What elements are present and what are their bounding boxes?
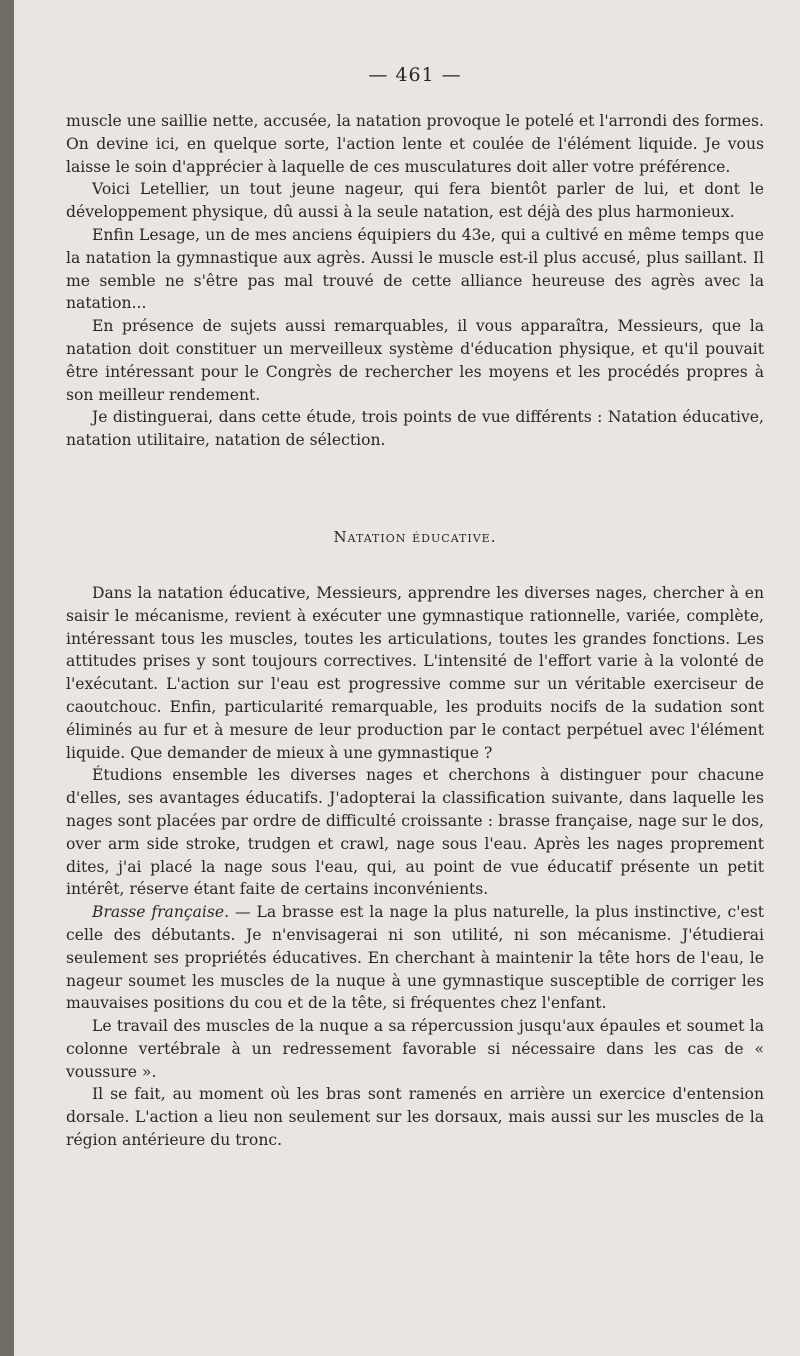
paragraph: muscle une saillie nette, accusée, la natation provoque le potelé et l'arrondi des formes. On devine ici, en quelque sorte, l'action lente et coulée de l'élément liquide. Je vous laisse le soin d'apprécier à laquelle de ces musculatures doit aller votre préférence. [66,112,764,176]
paragraph: En présence de sujets aussi remarquables, il vous apparaîtra, Messieurs, que la natation doit constituer un merveilleux système d'éducation physique, et qu'il pouvait être intéressant pour le Congrès de rechercher les moyens et les procédés propres à son meilleur rendement. [66,317,764,404]
paragraph: Je distinguerai, dans cette étude, trois points de vue différents : Natation éducative, natation utilitaire, natation de sélection. [66,408,764,450]
page-number: — 461 — [368,64,462,86]
paragraph: Enfin Lesage, un de mes anciens équipiers du 43e, qui a cultivé en même temps que la natation la gymnastique aux agrès. Aussi le muscle est-il plus accusé, plus saillant. Il me semble ne s'être pas mal trouvé de cette alliance heureuse des agrès avec la natation... [66,225,764,313]
paragraph: Le travail des muscles de la nuque a sa répercussion jusqu'aux épaules et soumet la colonne vertébrale à un redressement favorable si nécessaire dans les cas de « voussure ». [66,1017,764,1081]
paragraph: Voici Letellier, un tout jeune nageur, qui fera bientôt parler de lui, et dont le développement physique, dû aussi à la seule natation, est déjà des plus harmonieux. [66,180,764,222]
section-text [66,582,764,1152]
paragraph-brasse [66,901,764,1015]
brasse-lead: Brasse française. [92,903,230,922]
book-page [14,0,800,1356]
paragraph: Il se fait, au moment où les bras sont ramenés en arrière un exercice d'entension dorsale. L'action a lieu non seulement sur les dorsaux, mais aussi sur les muscles de la région antérieure du tronc. [66,1085,764,1150]
section-heading: Natation éducative. [333,527,497,546]
paragraph: Étudions ensemble les diverses nages et cherchons à distinguer pour chacune d'elles, ses avantages éducatifs. J'adopterai la classification suivante, dans laquelle les nages sont placées par ordre de difficulté croissante : brasse française, nage sur le dos, over arm side stroke, trudgen et crawl, nage sous l'eau. Après les nages proprement dites, j'ai placé la nage sous l'eau, qui, au point de vue éducatif présente un petit intérêt, réserve étant faite de certains inconvénients. [66,766,764,899]
paragraph: Dans la natation éducative, Messieurs, apprendre les diverses nages, chercher à en saisir le mécanisme, revient à exécuter une gymnastique rationnelle, variée, complète, intéressant tous les muscles, toutes les articulations, toutes les grandes fonctions. Les attitudes prises y sont toujours correctives. L'intensité de l'effort varie à la volonté de l'exécutant. L'action sur l'eau est progressive comme sur un véritable exerciseur de caoutchouc. Enfin, particularité remarquable, les produits nocifs de la sudation sont éliminés au fur et à mesure de leur production par le contact perpétuel avec l'élément liquide. Que demander de mieux à une gymnastique ? [66,583,764,762]
intro-text [66,110,764,452]
brasse-text: — La brasse est la nage la plus naturelle, la plus instinctive, c'est celle des débutants. Je n'envisagerai ni son utilité, ni son mécanisme. J'étudierai seulement ses propriétés éducatives. En cherchant à maintenir la tête hors de l'eau, le nageur soumet les muscles de la nuque à une gymnastique susceptible de corriger les mauvaises positions du cou et de la tête, si fréquentes chez l'enfant. [66,903,765,1013]
